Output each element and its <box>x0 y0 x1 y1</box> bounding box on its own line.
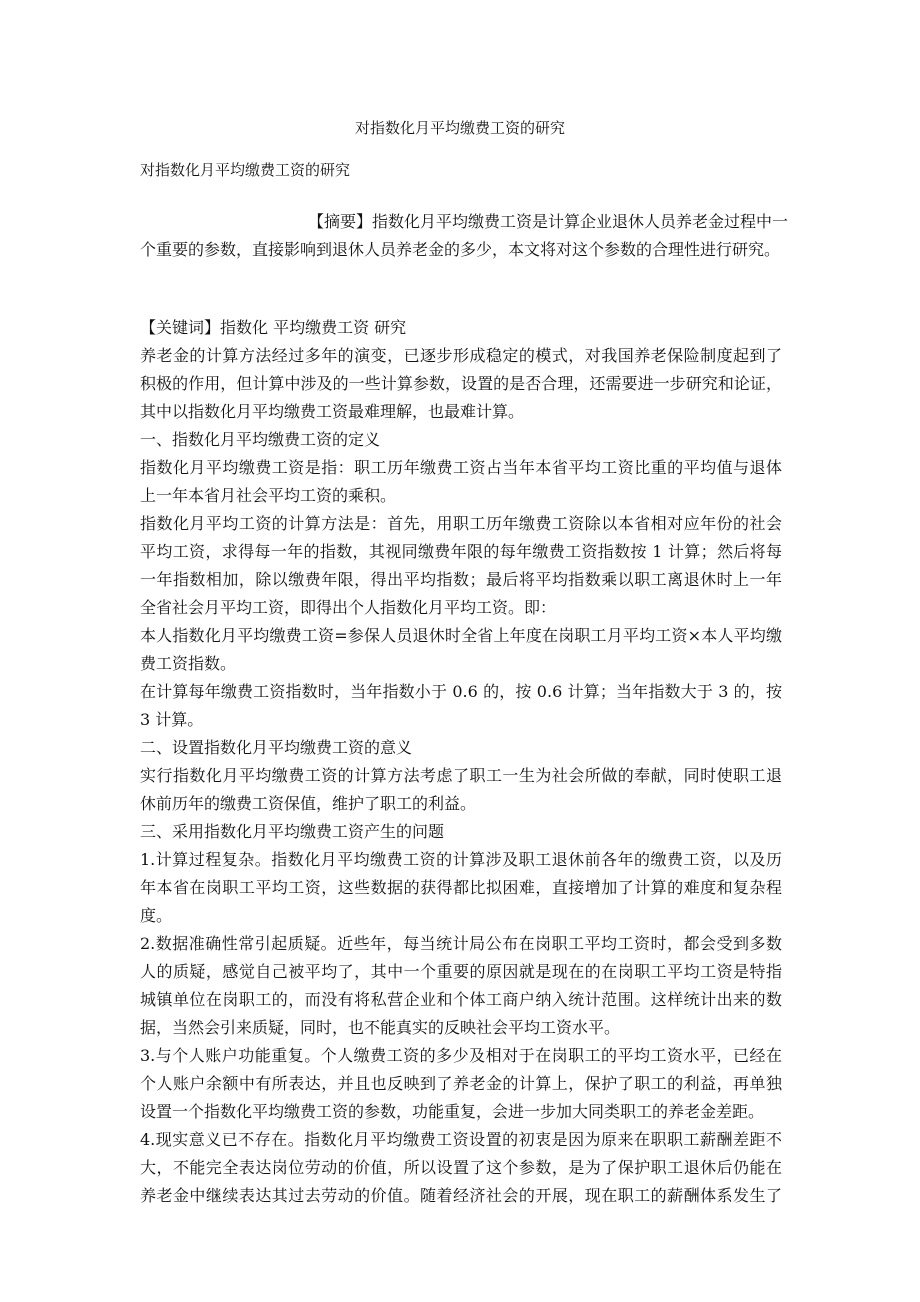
text-line: 休前历年的缴费工资保值，维护了职工的利益。 <box>140 794 477 813</box>
text-line: 养老金中继续表达其过去劳动的价值。随着经济社会的开展，现在职工的薪酬体系发生了 <box>140 1186 782 1205</box>
document-subtitle: 对指数化月平均缴费工资的研究 <box>140 161 351 179</box>
paragraph-problem-2 <box>140 930 782 1042</box>
paragraph-keywords <box>140 314 782 342</box>
text-line: 【关键词】指数化 平均缴费工资 研究 <box>140 318 407 337</box>
text-line: 其中以指数化月平均缴费工资最难理解，也最难计算。 <box>140 402 525 421</box>
paragraph-intro <box>140 342 782 426</box>
paragraph-heading-3 <box>140 818 782 846</box>
text-line: 人的质疑，感觉自己被平均了，其中一个重要的原因就是现在的在岗职工平均工资是特指 <box>140 962 782 981</box>
text-line: 本人指数化月平均缴费工资=参保人员退休时全省上年度在岗职工月平均工资×本人平均缴 <box>140 626 782 645</box>
text-line: 三、采用指数化月平均缴费工资产生的问题 <box>140 822 445 841</box>
text-line: 设置一个指数化平均缴费工资的参数，功能重复，会进一步加大同类职工的养老金差距。 <box>140 1102 765 1121</box>
text-line: 平均工资，求得每一年的指数，其视同缴费年限的每年缴费工资指数按 1 计算；然后将每 <box>140 542 782 561</box>
paragraph-method <box>140 510 782 622</box>
paragraph-limits <box>140 678 782 734</box>
paragraph-gap <box>140 264 782 289</box>
paragraph-problem-1 <box>140 846 782 930</box>
paragraph-heading-2 <box>140 734 782 762</box>
text-line: 上一年本省月社会平均工资的乘积。 <box>140 486 397 505</box>
text-line: 2.数据准确性常引起质疑。近些年，每当统计局公布在岗职工平均工资时，都会受到多数 <box>140 934 782 953</box>
document-title: 对指数化月平均缴费工资的研究 <box>354 119 565 137</box>
text-line: 1.计算过程复杂。指数化月平均缴费工资的计算涉及职工退休前各年的缴费工资，以及历 <box>140 850 782 869</box>
text-line: 大，不能完全表达岗位劳动的价值，所以设置了这个参数，是为了保护职工退休后仍能在 <box>140 1158 782 1177</box>
paragraph-problem-4 <box>140 1126 782 1210</box>
text-line: 在计算每年缴费工资指数时，当年指数小于 0.6 的，按 0.6 计算；当年指数大于 3 的，按 <box>140 682 782 701</box>
text-line: 【摘要】指数化月平均缴费工资是计算企业退休人员养老金过程中一 <box>140 212 789 231</box>
text-line: 年本省在岗职工平均工资，这些数据的获得都比拟困难，直接增加了计算的难度和复杂程 <box>140 878 782 897</box>
paragraph-significance <box>140 762 782 818</box>
paragraph-formula <box>140 622 782 678</box>
text-line: 费工资指数。 <box>140 654 237 673</box>
text-line: 度。 <box>140 906 173 925</box>
text-line: 城镇单位在岗职工的，而没有将私营企业和个体工商户纳入统计范围。这样统计出来的数 <box>140 990 782 1009</box>
paragraph-abstract <box>140 208 789 264</box>
text-line: 一年指数相加，除以缴费年限，得出平均指数；最后将平均指数乘以职工离退休时上一年 <box>140 570 782 589</box>
text-line: 3.与个人账户功能重复。个人缴费工资的多少及相对于在岗职工的平均工资水平，已经在 <box>140 1046 782 1065</box>
text-line: 3 计算。 <box>140 710 204 729</box>
paragraph-definition <box>140 454 782 510</box>
text-line: 据，当然会引来质疑，同时，也不能真实的反映社会平均工资水平。 <box>140 1018 621 1037</box>
text-line: 二、设置指数化月平均缴费工资的意义 <box>140 738 413 757</box>
document-body <box>140 208 789 1210</box>
paragraph-gap <box>140 289 782 314</box>
text-line: 指数化月平均工资的计算方法是：首先，用职工历年缴费工资除以本省相对应年份的社会 <box>140 514 782 533</box>
text-line: 实行指数化月平均缴费工资的计算方法考虑了职工一生为社会所做的奉献，同时使职工退 <box>140 766 782 785</box>
text-line: 个重要的参数，直接影响到退休人员养老金的多少，本文将对这个参数的合理性进行研究。 <box>140 240 781 259</box>
text-line: 养老金的计算方法经过多年的演变，已逐步形成稳定的模式，对我国养老保险制度起到了 <box>140 346 782 365</box>
text-line: 个人账户余额中有所表达，并且也反映到了养老金的计算上，保护了职工的利益，再单独 <box>140 1074 782 1093</box>
text-line: 4.现实意义已不存在。指数化月平均缴费工资设置的初衷是因为原来在职职工薪酬差距不 <box>140 1130 782 1149</box>
paragraph-heading-1 <box>140 426 782 454</box>
text-line: 指数化月平均缴费工资是指：职工历年缴费工资占当年本省平均工资比重的平均值与退体 <box>140 458 782 477</box>
paragraph-problem-3 <box>140 1042 782 1126</box>
text-line: 全省社会月平均工资，即得出个人指数化月平均工资。即： <box>140 598 557 617</box>
text-line: 一、指数化月平均缴费工资的定义 <box>140 430 381 449</box>
text-line: 积极的作用，但计算中涉及的一些计算参数，设置的是否合理，还需要进一步研究和论证， <box>140 374 782 393</box>
